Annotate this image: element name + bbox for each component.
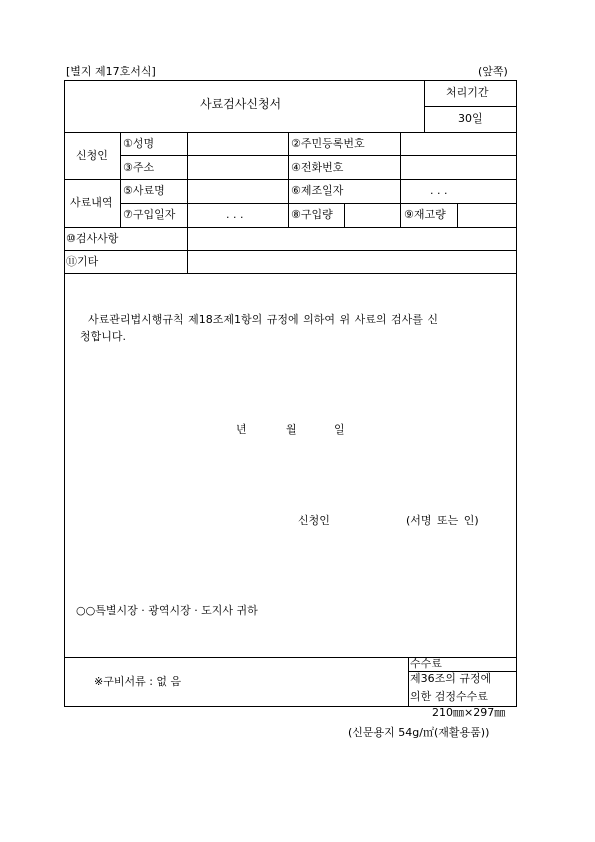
rrn-field[interactable] xyxy=(401,133,515,154)
request-text-line1: 사료관리법시행규칙 제18조제1항의 규정에 의하여 위 사료의 검사를 신 xyxy=(88,313,438,326)
processing-period-label: 처리기간 xyxy=(446,86,489,99)
name-field[interactable] xyxy=(188,133,287,154)
phone-label: ④전화번호 xyxy=(291,161,344,174)
feed-name-label: ⑤사료명 xyxy=(123,184,165,197)
phone-field[interactable] xyxy=(401,156,515,178)
inspection-label: ⑩검사사항 xyxy=(66,232,119,245)
applicant-section-label: 신청인 xyxy=(76,149,108,162)
purchase-date-label: ⑦구입일자 xyxy=(123,208,176,221)
name-label: ①성명 xyxy=(123,137,155,150)
inspection-field[interactable] xyxy=(188,228,515,249)
address-label: ③주소 xyxy=(123,161,155,174)
purchase-qty-field[interactable] xyxy=(345,204,399,226)
form-number: [별지 제17호서식] xyxy=(66,65,156,78)
mfg-date-label: ⑥제조일자 xyxy=(291,184,344,197)
feed-name-field[interactable] xyxy=(188,180,287,202)
signature-field[interactable] xyxy=(340,510,400,530)
purchase-date-field[interactable]: . . . xyxy=(226,208,244,221)
sign-hint: (서명 또는 인) xyxy=(406,514,479,527)
stock-field[interactable] xyxy=(458,204,515,226)
addressee: ○○특별시장 · 광역시장 · 도지사 귀하 xyxy=(76,604,258,617)
required-documents: ※구비서류 : 없 음 xyxy=(94,675,182,688)
form-title: 사료검사신청서 xyxy=(200,97,282,111)
purchase-qty-label: ⑧구입량 xyxy=(291,208,333,221)
fee-text-line2: 의한 검정수수료 xyxy=(410,690,488,703)
date-month: 월 xyxy=(286,423,297,436)
address-field[interactable] xyxy=(188,156,287,178)
paper-size: 210㎜×297㎜ xyxy=(432,706,506,719)
fee-text-line1: 제36조의 규정에 xyxy=(410,672,492,685)
signer-label: 신청인 xyxy=(298,514,330,527)
feed-section-label: 사료내역 xyxy=(70,196,113,209)
processing-period-value: 30일 xyxy=(458,112,483,125)
page-side: (앞쪽) xyxy=(478,65,508,78)
fee-label: 수수료 xyxy=(410,657,442,670)
request-text-line2: 청합니다. xyxy=(80,330,127,343)
mfg-date-field[interactable]: . . . xyxy=(430,184,448,197)
date-day: 일 xyxy=(334,423,345,436)
date-year: 년 xyxy=(236,423,247,436)
other-field[interactable] xyxy=(188,251,515,272)
rrn-label: ②주민등록번호 xyxy=(291,137,365,150)
stock-label: ⑨재고량 xyxy=(404,208,446,221)
paper-note: (신문용지 54g/㎡(재활용품)) xyxy=(348,726,490,739)
other-label: ⑪기타 xyxy=(66,255,99,268)
